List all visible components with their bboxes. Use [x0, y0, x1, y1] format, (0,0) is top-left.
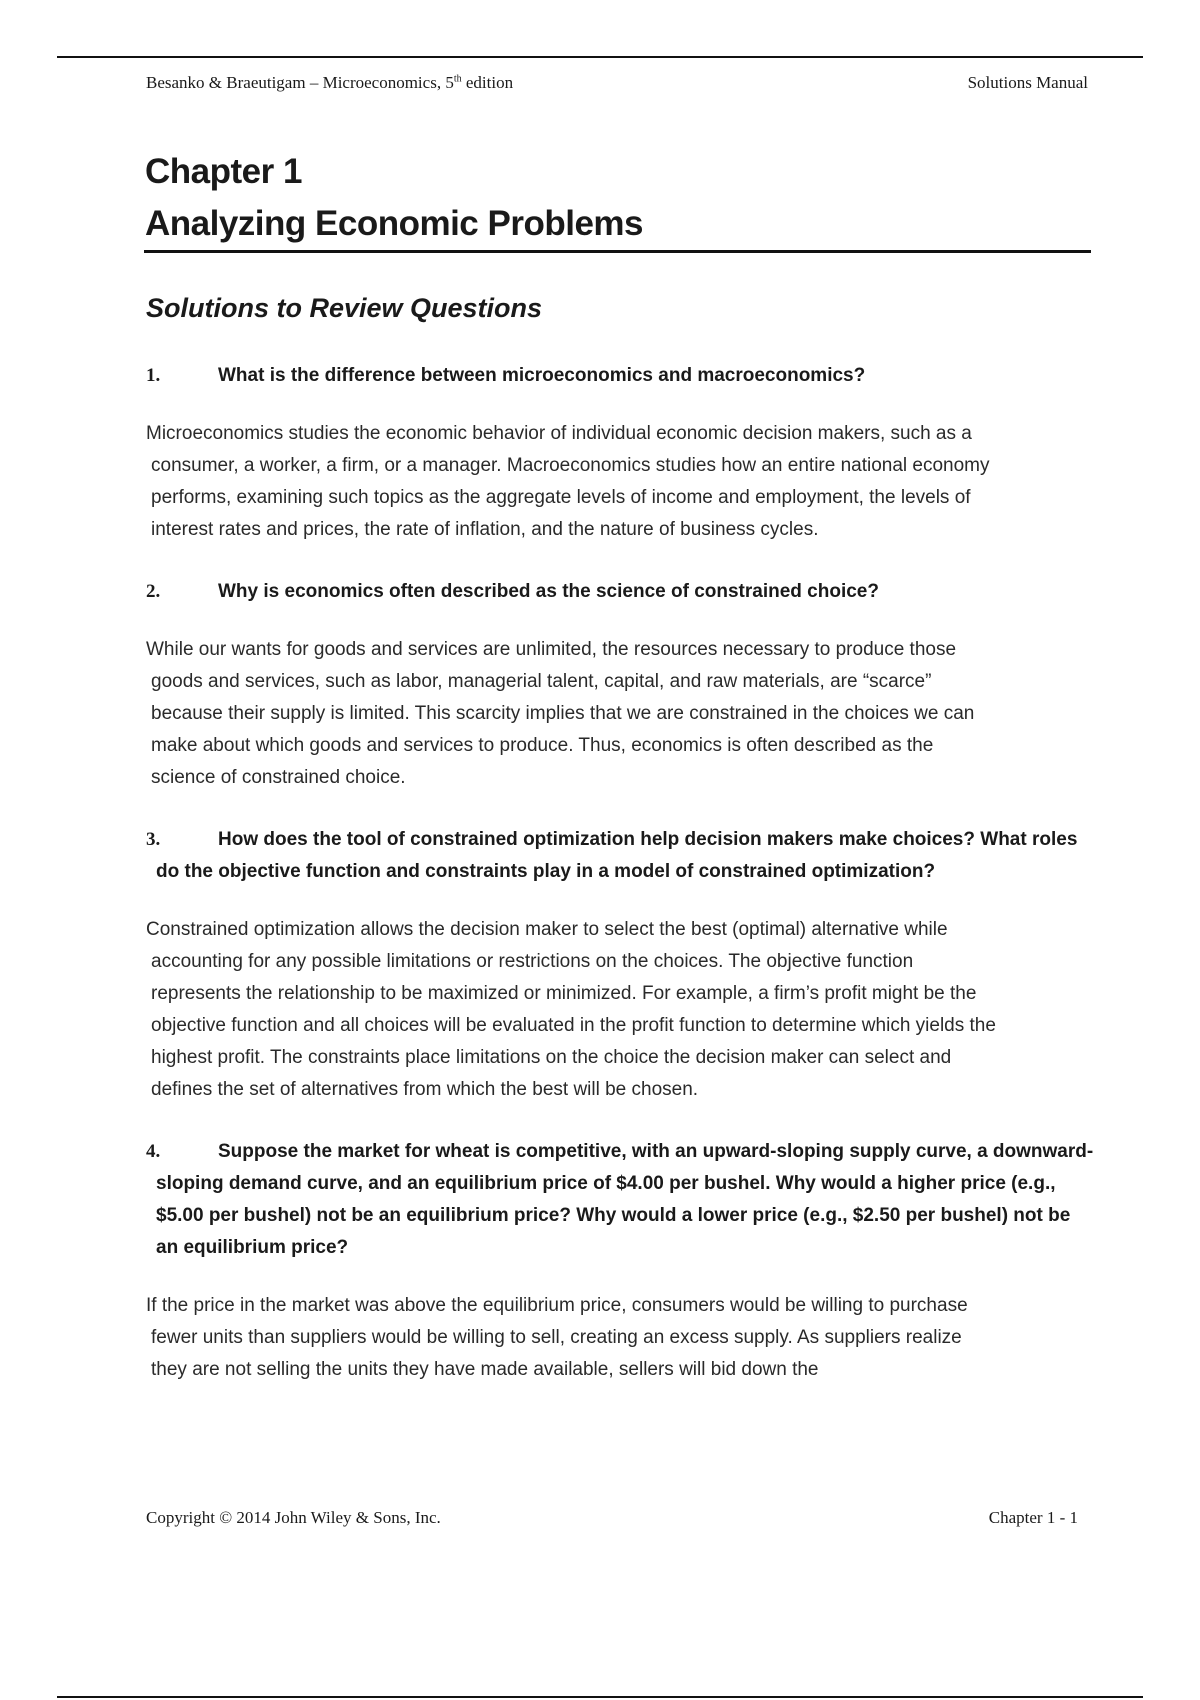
answer-line: they are not selling the units they have made available, sellers will bid down the [151, 1359, 819, 1380]
question-block [146, 360, 1096, 546]
question-block [146, 1136, 1096, 1386]
question-1 [146, 360, 1096, 392]
answer-line: because their supply is limited. This scarcity implies that we are constrained in the choices we can [151, 703, 975, 724]
question-text: What is the difference between microeconomics and macroeconomics? [218, 365, 866, 386]
manual-label: Solutions Manual [967, 73, 1088, 92]
question-number: 1. [146, 365, 161, 386]
question-block [146, 824, 1096, 1106]
answer-line: consumer, a worker, a firm, or a manager. Macroeconomics studies how an entire national economy [151, 455, 990, 476]
running-header [146, 73, 1088, 93]
copyright-notice: Copyright © 2014 John Wiley & Sons, Inc. [146, 1508, 441, 1527]
chapter-heading [145, 146, 1091, 250]
bottom-rule [57, 1696, 1143, 1698]
question-text: Why is economics often described as the science of constrained choice? [218, 581, 879, 602]
question-2 [146, 576, 1096, 608]
chapter-title: Analyzing Economic Problems [145, 204, 643, 243]
answer-line: performs, examining such topics as the aggregate levels of income and employment, the levels of [151, 487, 971, 508]
answer-line: defines the set of alternatives from which the best will be chosen. [151, 1079, 699, 1100]
question-text: How does the tool of constrained optimization help decision makers make choices? What roles do the objective function and constraints play in a model of constrained optimization? [156, 829, 1078, 882]
answer-line: highest profit. The constraints place limitations on the choice the decision maker can select and [151, 1047, 952, 1068]
answer-line: If the price in the market was above the equilibrium price, consumers would be willing to purchase [146, 1295, 968, 1316]
answer-line: accounting for any possible limitations or restrictions on the choices. The objective function [151, 951, 914, 972]
question-number: 2. [146, 581, 161, 602]
question-number: 3. [146, 829, 161, 850]
answer-2 [146, 634, 1096, 794]
top-rule [57, 56, 1143, 58]
page-number: Chapter 1 - 1 [988, 1508, 1078, 1527]
answer-line: make about which goods and services to produce. Thus, economics is often described as the [151, 735, 934, 756]
chapter-number: Chapter 1 [145, 152, 302, 191]
answer-line: Microeconomics studies the economic behavior of individual economic decision makers, such as a [146, 423, 972, 444]
answer-line: While our wants for goods and services are unlimited, the resources necessary to produce those [146, 639, 957, 660]
answer-line: fewer units than suppliers would be willing to sell, creating an excess supply. As suppliers realize [151, 1327, 962, 1348]
answer-3 [146, 914, 1096, 1106]
answer-line: represents the relationship to be maximized or minimized. For example, a firm’s profit might be the [151, 983, 977, 1004]
section-title: Solutions to Review Questions [146, 293, 543, 323]
questions-list [146, 360, 1096, 1416]
chapter-rule [144, 250, 1091, 253]
answer-line: Constrained optimization allows the decision maker to select the best (optimal) alternative while [146, 919, 948, 940]
page-footer [146, 1508, 1078, 1528]
question-4 [146, 1136, 1096, 1264]
question-block [146, 576, 1096, 794]
answer-line: objective function and all choices will be evaluated in the profit function to determine which yields the [151, 1015, 996, 1036]
answer-1 [146, 418, 1096, 546]
answer-4 [146, 1290, 1096, 1386]
answer-line: goods and services, such as labor, managerial talent, capital, and raw materials, are “scarce” [151, 671, 932, 692]
answer-line: science of constrained choice. [151, 767, 406, 788]
question-number: 4. [146, 1141, 161, 1162]
question-3 [146, 824, 1096, 888]
book-title: Besanko & Braeutigam – Microeconomics, 5th edition [146, 73, 514, 92]
answer-line: interest rates and prices, the rate of inflation, and the nature of business cycles. [151, 519, 819, 540]
question-text: Suppose the market for wheat is competitive, with an upward-sloping supply curve, a downward-sloping demand curve, and an equilibrium price of $4.00 per bushel. Why would a higher price (e.g., $5.00 per bushel) not be an equilibrium price? Why would a lower price (e.g., $2.50 per bushel) not be an equilibrium price? [156, 1141, 1094, 1258]
